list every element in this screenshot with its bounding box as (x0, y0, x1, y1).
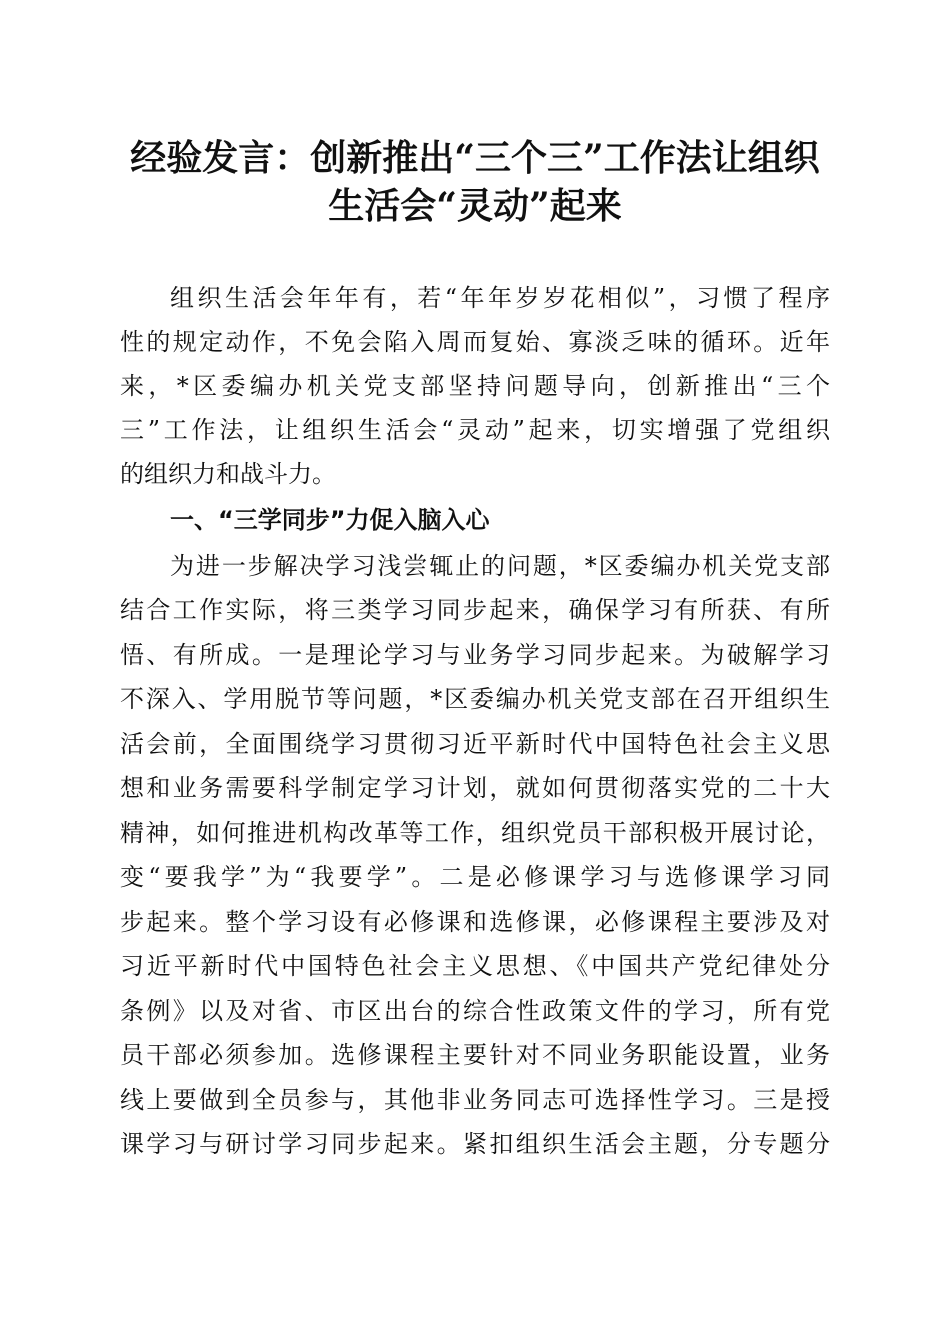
paragraph-2-line-7: 精神，如何推进机构改革等工作，组织党员干部积极开展讨论， (120, 819, 830, 847)
paragraph-2-line-4: 不深入、学用脱节等问题，*区委编办机关党支部在召开组织生 (120, 685, 830, 713)
paragraph-2-line-10: 习近平新时代中国特色社会主义思想、《中国共产党纪律处分 (120, 952, 830, 980)
paragraph-1-line-4: 三”工作法，让组织生活会“灵动”起来，切实增强了党组织 (120, 416, 830, 444)
paragraph-2-line-13: 线上要做到全员参与，其他非业务同志可选择性学习。三是授 (120, 1086, 830, 1114)
section-heading-1: 一、“三学同步”力促入脑入心 (170, 506, 490, 534)
paragraph-2-line-1: 为进一步解决学习浅尝辄止的问题，*区委编办机关党支部 (170, 552, 830, 580)
document-title-line-2: 生活会“灵动”起来 (328, 185, 622, 227)
paragraph-2-line-9: 步起来。整个学习设有必修课和选修课，必修课程主要涉及对 (120, 908, 830, 936)
document-title-line-1: 经验发言：创新推出“三个三”工作法让组织 (130, 137, 820, 179)
paragraph-2-line-12: 员干部必须参加。选修课程主要针对不同业务职能设置，业务 (120, 1041, 830, 1069)
paragraph-1-line-5: 的组织力和战斗力。 (120, 460, 336, 488)
paragraph-1-line-3: 来，*区委编办机关党支部坚持问题导向，创新推出“三个 (120, 372, 830, 400)
paragraph-2-line-6: 想和业务需要科学制定学习计划，就如何贯彻落实党的二十大 (120, 774, 830, 802)
paragraph-1-line-2: 性的规定动作，不免会陷入周而复始、寡淡乏味的循环。近年 (120, 328, 830, 356)
paragraph-2-line-3: 悟、有所成。一是理论学习与业务学习同步起来。为破解学习 (120, 641, 830, 669)
paragraph-1-line-1: 组织生活会年年有，若“年年岁岁花相似”，习惯了程序 (170, 284, 830, 312)
paragraph-2-line-8: 变“要我学”为“我要学”。二是必修课学习与选修课学习同 (120, 863, 830, 891)
paragraph-2-line-14: 课学习与研讨学习同步起来。紧扣组织生活会主题，分专题分 (120, 1130, 830, 1158)
paragraph-2-line-11: 条例》以及对省、市区出台的综合性政策文件的学习，所有党 (120, 997, 830, 1025)
paragraph-2-line-2: 结合工作实际，将三类学习同步起来，确保学习有所获、有所 (120, 596, 830, 624)
paragraph-2-line-5: 活会前，全面围绕学习贯彻习近平新时代中国特色社会主义思 (120, 730, 830, 758)
